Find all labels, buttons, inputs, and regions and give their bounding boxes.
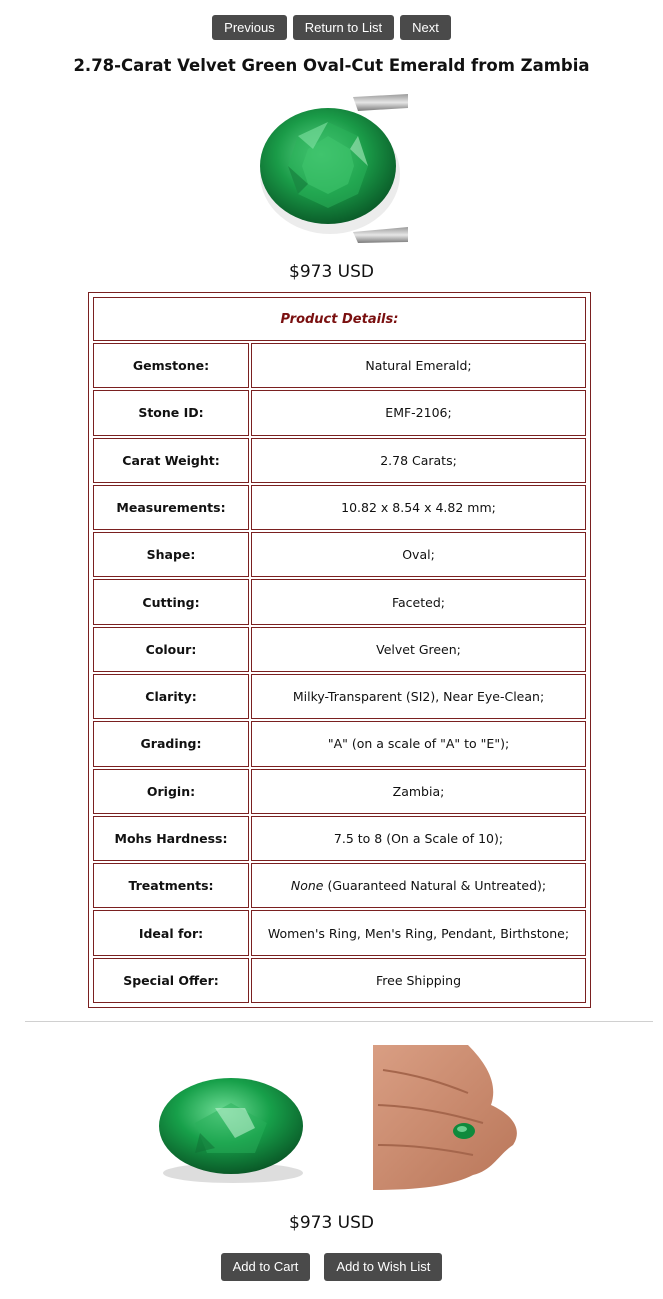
product-details-table — [88, 292, 591, 1008]
emerald-tweezers-image — [258, 94, 408, 244]
detail-value: Zambia; — [251, 769, 586, 814]
detail-label: Measurements: — [93, 485, 249, 530]
detail-value: 2.78 Carats; — [251, 438, 586, 483]
detail-value: Oval; — [251, 532, 586, 577]
product-title: 2.78-Carat Velvet Green Oval-Cut Emerald from Zambia — [73, 56, 590, 75]
detail-value: "A" (on a scale of "A" to "E"); — [251, 721, 586, 766]
add-to-wish-list-button[interactable]: Add to Wish List — [324, 1253, 442, 1281]
detail-value-rest: (Guaranteed Natural & Untreated); — [323, 878, 547, 894]
detail-label: Cutting: — [93, 579, 249, 624]
detail-label: Treatments: — [93, 863, 249, 908]
next-button[interactable]: Next — [400, 15, 451, 40]
detail-label: Origin: — [93, 769, 249, 814]
detail-value: Velvet Green; — [251, 627, 586, 672]
detail-value: Faceted; — [251, 579, 586, 624]
section-divider — [25, 1021, 653, 1022]
detail-value: 7.5 to 8 (On a Scale of 10); — [251, 816, 586, 861]
details-header: Product Details: — [93, 297, 586, 341]
detail-value: Milky-Transparent (SI2), Near Eye-Clean; — [251, 674, 586, 719]
product-navigation — [0, 15, 663, 40]
detail-label: Gemstone: — [93, 343, 249, 388]
add-to-cart-button[interactable]: Add to Cart — [221, 1253, 311, 1281]
detail-label: Carat Weight: — [93, 438, 249, 483]
emerald-in-hand-image — [373, 1045, 523, 1190]
detail-value: 10.82 x 8.54 x 4.82 mm; — [251, 485, 586, 530]
detail-label: Shape: — [93, 532, 249, 577]
detail-label: Grading: — [93, 721, 249, 766]
previous-button[interactable]: Previous — [212, 15, 287, 40]
detail-label: Stone ID: — [93, 390, 249, 435]
detail-label: Special Offer: — [93, 958, 249, 1003]
detail-label: Mohs Hardness: — [93, 816, 249, 861]
detail-value: Natural Emerald; — [251, 343, 586, 388]
detail-value-italic: None — [290, 878, 324, 894]
detail-value — [251, 863, 586, 908]
detail-label: Clarity: — [93, 674, 249, 719]
product-price-bottom: $973 USD — [289, 1213, 374, 1233]
detail-value: Women's Ring, Men's Ring, Pendant, Birthstone; — [251, 910, 586, 955]
purchase-actions — [0, 1253, 663, 1281]
detail-value: EMF-2106; — [251, 390, 586, 435]
detail-label: Ideal for: — [93, 910, 249, 955]
detail-label: Colour: — [93, 627, 249, 672]
product-price: $973 USD — [289, 262, 374, 282]
return-to-list-button[interactable]: Return to List — [293, 15, 394, 40]
detail-value: Free Shipping — [251, 958, 586, 1003]
emerald-side-view-image — [155, 1068, 310, 1188]
